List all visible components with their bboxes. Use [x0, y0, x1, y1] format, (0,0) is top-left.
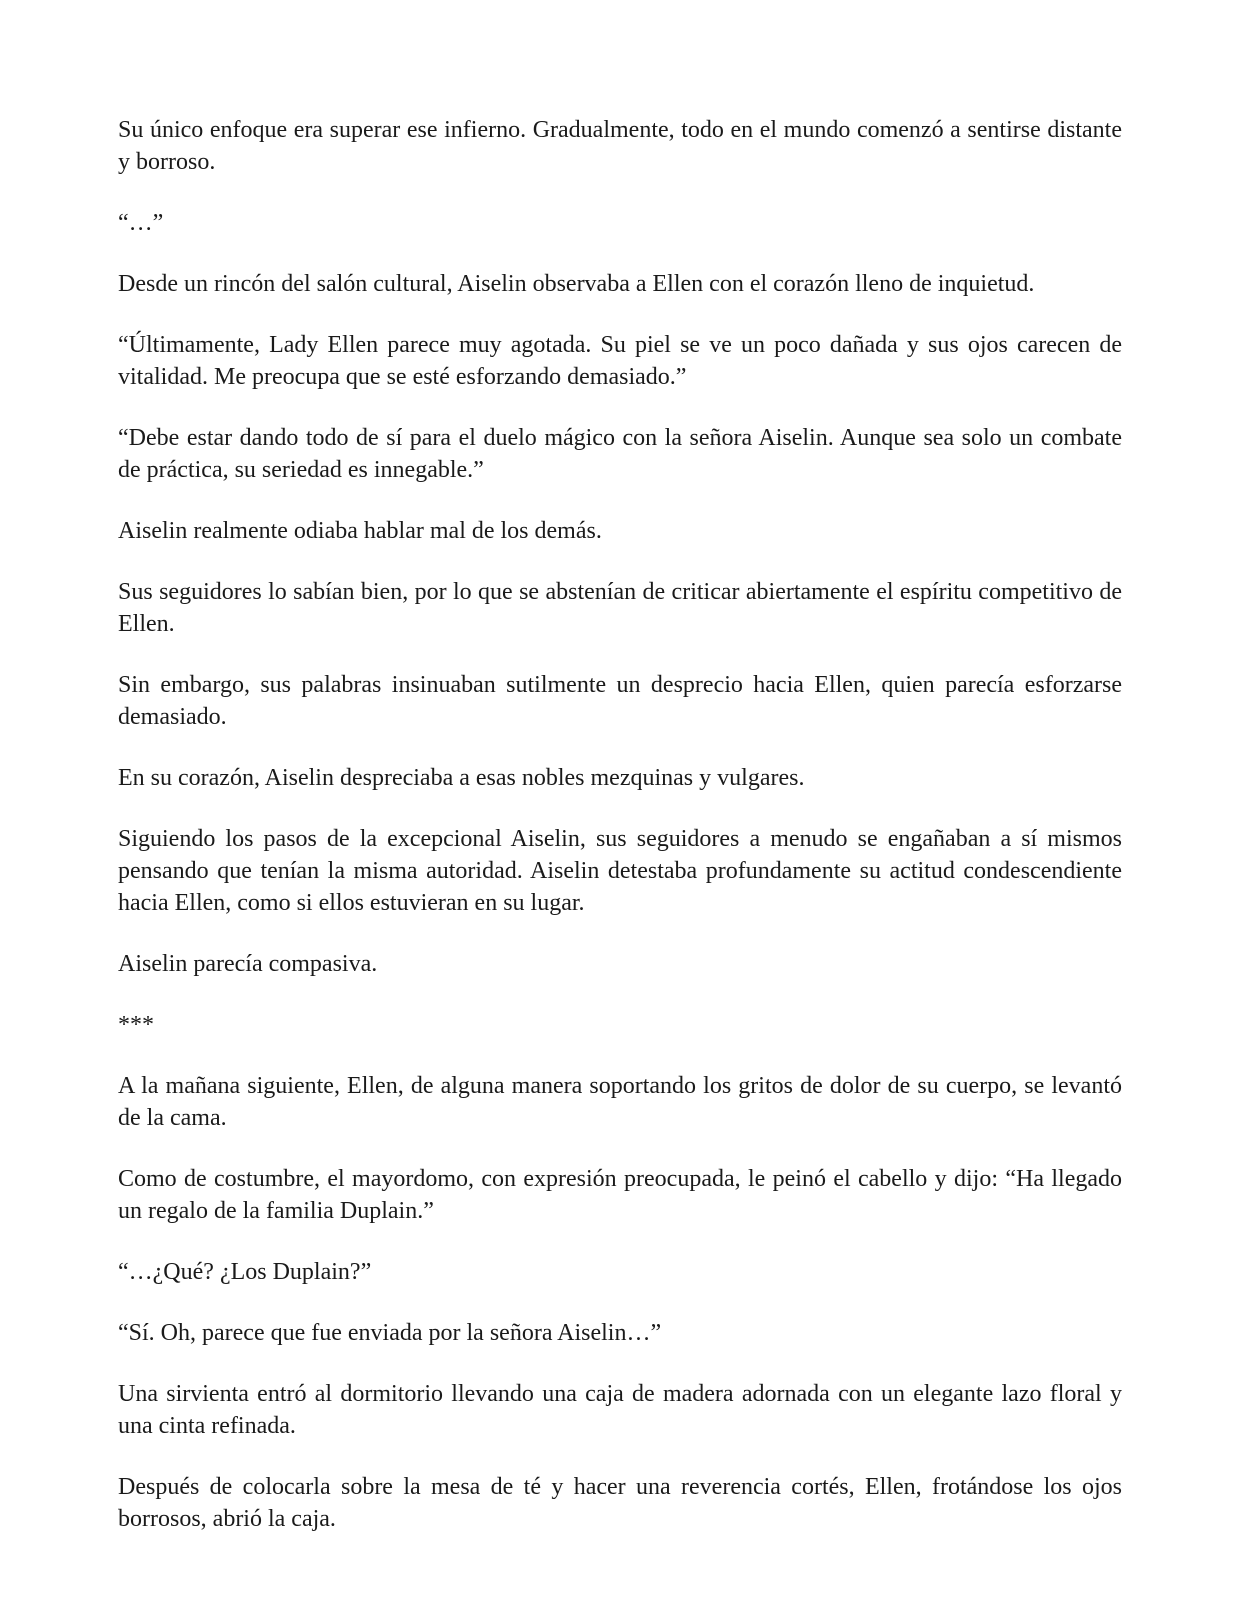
paragraph-4: “Últimamente, Lady Ellen parece muy agotada. Su piel se ve un poco dañada y sus ojos carecen de vitalidad. Me preocupa que se esté esforzando demasiado.” [118, 332, 1122, 390]
paragraph-13: A la mañana siguiente, Ellen, de alguna manera soportando los gritos de dolor de su cuerpo, se levantó de la cama. [118, 1073, 1122, 1131]
paragraph-18: Después de colocarla sobre la mesa de té y hacer una reverencia cortés, Ellen, frotándose los ojos borrosos, abrió la caja. [118, 1474, 1122, 1532]
paragraph-10: Siguiendo los pasos de la excepcional Aiselin, sus seguidores a menudo se engañaban a sí mismos pensando que tenían la misma autoridad. Aiselin detestaba profundamente su actitud condescendiente hacia Ellen, como si ellos estuvieran en su lugar. [118, 826, 1122, 916]
paragraph-7: Sus seguidores lo sabían bien, por lo que se abstenían de criticar abiertamente el espíritu competitivo de Ellen. [118, 579, 1122, 637]
paragraph-15: “…¿Qué? ¿Los Duplain?” [118, 1259, 372, 1285]
paragraph-14: Como de costumbre, el mayordomo, con expresión preocupada, le peinó el cabello y dijo: “Ha llegado un regalo de la familia Duplain.” [118, 1166, 1122, 1224]
paragraph-9: En su corazón, Aiselin despreciaba a esas nobles mezquinas y vulgares. [118, 765, 805, 791]
paragraph-1: Su único enfoque era superar ese infierno. Gradualmente, todo en el mundo comenzó a sentirse distante y borroso. [118, 117, 1122, 175]
paragraph-17: Una sirvienta entró al dormitorio llevando una caja de madera adornada con un elegante lazo floral y una cinta refinada. [118, 1381, 1122, 1439]
paragraph-8: Sin embargo, sus palabras insinuaban sutilmente un desprecio hacia Ellen, quien parecía esforzarse demasiado. [118, 672, 1122, 730]
paragraph-5: “Debe estar dando todo de sí para el duelo mágico con la señora Aiselin. Aunque sea solo un combate de práctica, su seriedad es innegable.” [118, 425, 1122, 483]
document-body [118, 114, 1122, 1564]
scene-break: *** [118, 1012, 154, 1038]
paragraph-16: “Sí. Oh, parece que fue enviada por la señora Aiselin…” [118, 1320, 662, 1346]
paragraph-11: Aiselin parecía compasiva. [118, 951, 378, 977]
paragraph-2: “…” [118, 210, 164, 236]
paragraph-6: Aiselin realmente odiaba hablar mal de los demás. [118, 518, 602, 544]
paragraph-3: Desde un rincón del salón cultural, Aiselin observaba a Ellen con el corazón lleno de inquietud. [118, 271, 1035, 297]
